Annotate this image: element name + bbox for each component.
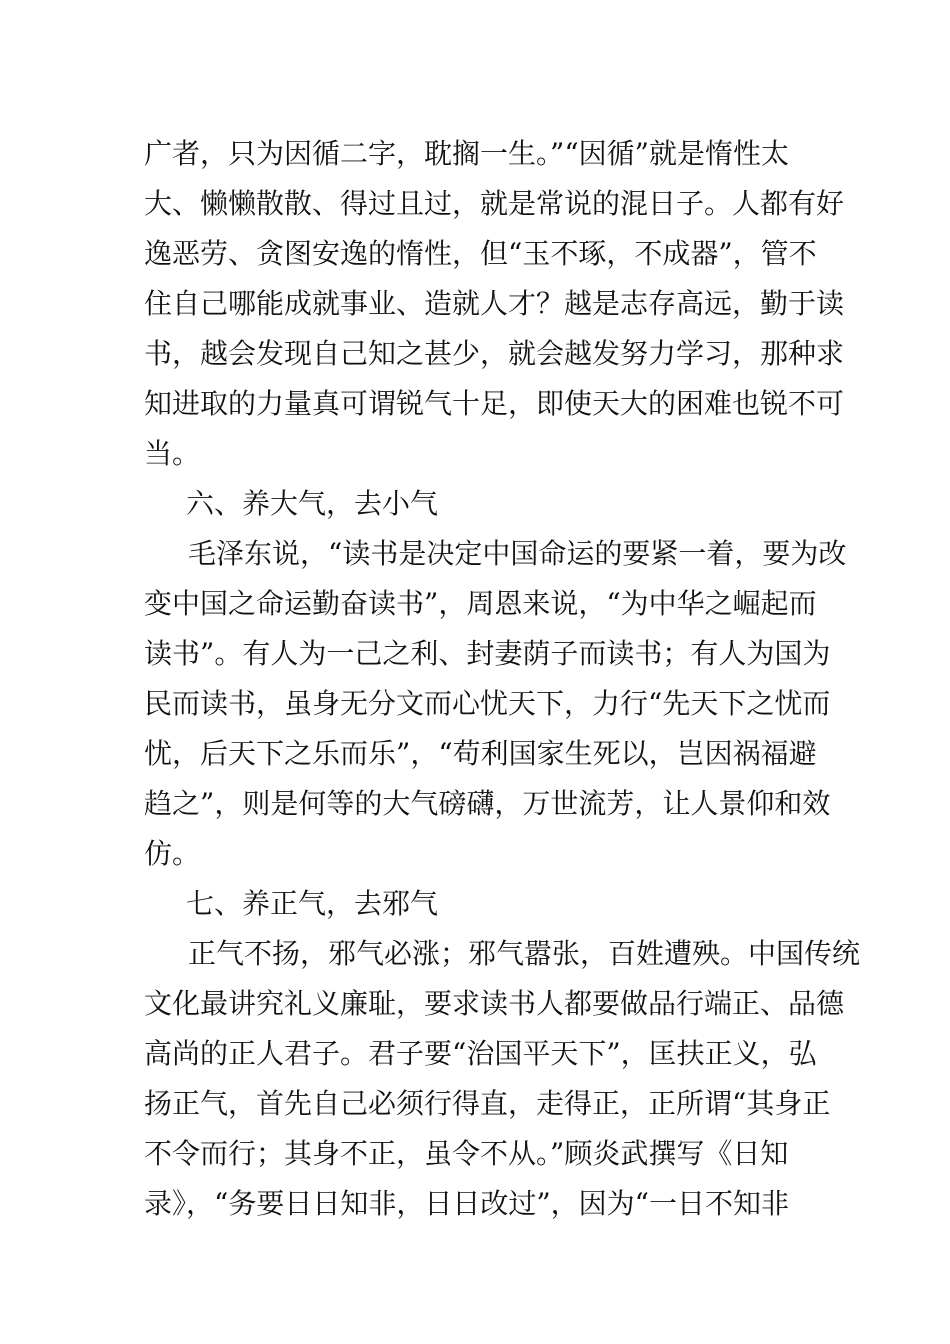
text-line: 扬正气，首先自己必须行得直，走得正，正所谓“其身正 xyxy=(144,1087,831,1120)
text-line: 当。 xyxy=(144,437,201,470)
text-line: 趋之”，则是何等的大气磅礴，万世流芳，让人景仰和效 xyxy=(144,787,831,820)
section-heading-six: 六、养大气，去小气 xyxy=(186,487,439,520)
text-line: 录》，“务要日日知非，日日改过”，因为“一日不知非 xyxy=(144,1187,789,1220)
text-line: 毛泽东说，“读书是决定中国命运的要紧一着，要为改 xyxy=(188,537,847,570)
text-line: 住自己哪能成就事业、造就人才？越是志存高远，勤于读 xyxy=(144,287,845,320)
text-line: 广者，只为因循二字，耽搁一生。”“因循”就是惰性太 xyxy=(144,137,789,170)
text-line: 变中国之命运勤奋读书”，周恩来说，“为中华之崛起而 xyxy=(144,587,817,620)
text-line: 文化最讲究礼义廉耻，要求读书人都要做品行端正、品德 xyxy=(144,987,845,1020)
text-line: 不令而行；其身不正，虽令不从。”顾炎武撰写《日知 xyxy=(144,1137,789,1170)
text-line: 高尚的正人君子。君子要“治国平天下”，匡扶正义，弘 xyxy=(144,1037,817,1070)
text-line: 逸恶劳、贪图安逸的惰性，但“玉不琢，不成器”，管不 xyxy=(144,237,817,270)
text-line: 读书”。有人为一己之利、封妻荫子而读书；有人为国为 xyxy=(144,637,831,670)
text-line: 仿。 xyxy=(144,837,201,870)
text-line: 忧，后天下之乐而乐”，“苟利国家生死以，岂因祸福避 xyxy=(144,737,817,770)
text-line: 民而读书，虽身无分文而心忧天下，力行“先天下之忧而 xyxy=(144,687,831,720)
text-line: 大、懒懒散散、得过且过，就是常说的混日子。人都有好 xyxy=(144,187,845,220)
text-line: 正气不扬，邪气必涨；邪气嚣张，百姓遭殃。中国传统 xyxy=(188,937,861,970)
text-line: 书，越会发现自己知之甚少，就会越发努力学习，那种求 xyxy=(144,337,845,370)
section-heading-seven: 七、养正气，去邪气 xyxy=(186,887,439,920)
text-line: 知进取的力量真可谓锐气十足，即使天大的困难也锐不可 xyxy=(144,387,845,420)
